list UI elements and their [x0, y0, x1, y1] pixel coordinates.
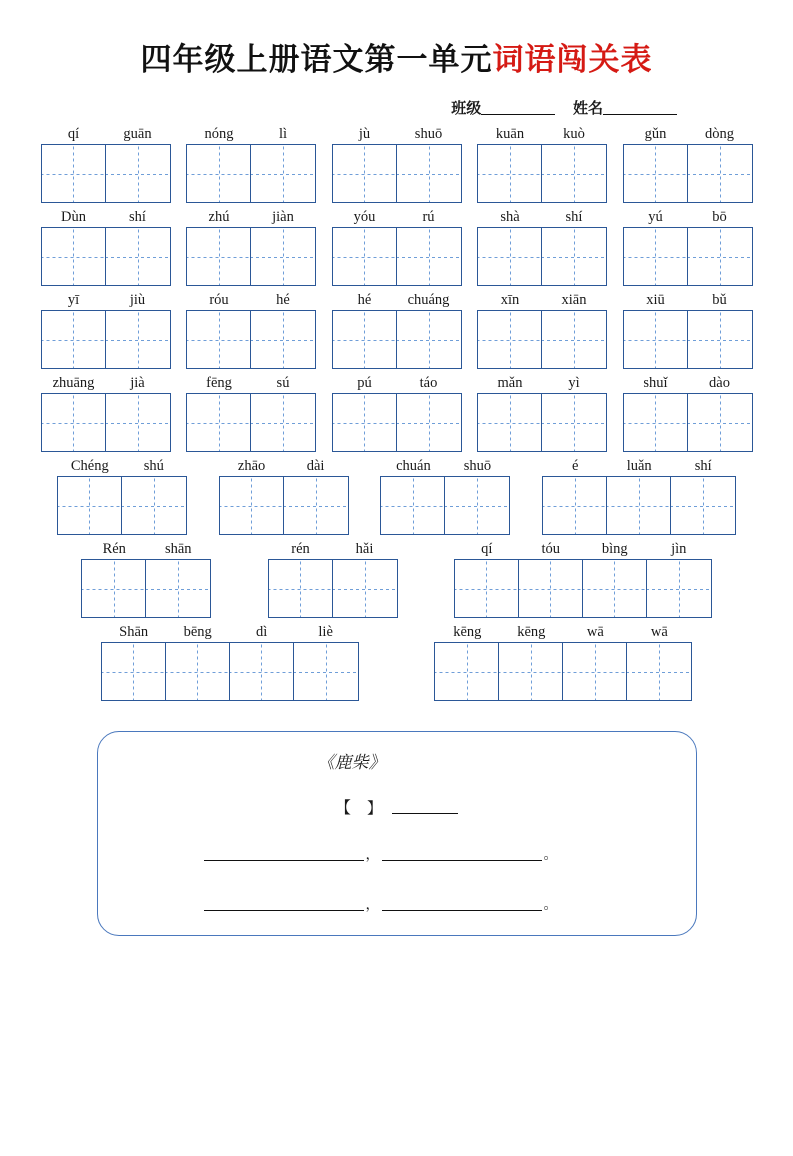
- character-cell[interactable]: [688, 394, 752, 451]
- character-cell[interactable]: [251, 228, 315, 285]
- character-cell[interactable]: [106, 145, 170, 202]
- page-title-black: 四年级上册语文第一单元: [140, 42, 493, 77]
- character-grid[interactable]: [623, 144, 753, 203]
- character-cell[interactable]: [397, 311, 461, 368]
- pinyin-line: [102, 622, 358, 642]
- poem-blank-2a[interactable]: [204, 896, 364, 911]
- word-group: [333, 373, 461, 452]
- word-group: [381, 456, 509, 535]
- worksheet-page: [0, 34, 793, 1156]
- class-blank[interactable]: [481, 99, 555, 115]
- pinyin-line: [478, 290, 606, 310]
- pinyin-syllable: guān: [123, 126, 152, 142]
- pinyin-syllable: fēng: [206, 375, 232, 391]
- word-group: [435, 622, 691, 701]
- pinyin-syllable: wā: [586, 624, 604, 640]
- character-grid[interactable]: [57, 476, 187, 535]
- poem-line-1: [204, 844, 696, 864]
- character-cell[interactable]: [478, 311, 542, 368]
- word-row: [24, 622, 769, 701]
- class-field[interactable]: [451, 101, 555, 117]
- character-grid[interactable]: [41, 227, 171, 286]
- character-cell[interactable]: [688, 145, 752, 202]
- pinyin-syllable: Chéng: [70, 458, 109, 474]
- word-group: [543, 456, 735, 535]
- poem-line-2: [204, 894, 696, 914]
- pinyin-line: [42, 290, 170, 310]
- pinyin-syllable: Shān: [119, 624, 149, 640]
- pinyin-line: [381, 456, 509, 476]
- pinyin-syllable: shà: [500, 209, 520, 225]
- character-cell[interactable]: [82, 560, 146, 617]
- pinyin-syllable: Dùn: [61, 209, 86, 225]
- word-group: [187, 124, 315, 203]
- character-cell[interactable]: [624, 145, 688, 202]
- pinyin-syllable: jià: [130, 375, 145, 391]
- class-label: 班级: [451, 101, 482, 117]
- word-group: [333, 207, 461, 286]
- character-cell[interactable]: [397, 145, 461, 202]
- pinyin-syllable: chuáng: [407, 292, 450, 308]
- pinyin-syllable: shú: [143, 458, 164, 474]
- character-cell[interactable]: [445, 477, 509, 534]
- poem-author-blank[interactable]: [392, 799, 458, 814]
- character-cell[interactable]: [519, 560, 583, 617]
- character-cell[interactable]: [333, 394, 397, 451]
- pinyin-syllable: shuō: [463, 458, 492, 474]
- word-group: [102, 622, 358, 701]
- pinyin-line: [333, 207, 461, 227]
- character-cell[interactable]: [478, 394, 542, 451]
- character-cell[interactable]: [688, 228, 752, 285]
- pinyin-syllable: tóu: [541, 541, 561, 557]
- bracket-open: 【: [334, 800, 367, 817]
- word-group: [455, 539, 711, 618]
- pinyin-line: [478, 207, 606, 227]
- pinyin-line: [624, 373, 752, 393]
- character-cell[interactable]: [251, 145, 315, 202]
- character-cell[interactable]: [671, 477, 735, 534]
- pinyin-line: [42, 124, 170, 144]
- word-group: [478, 373, 606, 452]
- character-cell[interactable]: [106, 311, 170, 368]
- character-grid[interactable]: [477, 393, 607, 452]
- character-grid[interactable]: [186, 310, 316, 369]
- pinyin-syllable: dài: [306, 458, 325, 474]
- character-cell[interactable]: [42, 311, 106, 368]
- name-blank[interactable]: [603, 99, 677, 115]
- pinyin-syllable: nóng: [204, 126, 234, 142]
- name-label: 姓名: [572, 101, 603, 117]
- character-cell[interactable]: [106, 228, 170, 285]
- pinyin-syllable: wā: [650, 624, 668, 640]
- pinyin-syllable: é: [571, 458, 579, 474]
- pinyin-syllable: liè: [318, 624, 333, 640]
- word-group: [58, 456, 186, 535]
- character-grid[interactable]: [41, 144, 171, 203]
- character-cell[interactable]: [220, 477, 284, 534]
- character-cell[interactable]: [333, 311, 397, 368]
- pinyin-syllable: shuō: [414, 126, 443, 142]
- pinyin-line: [333, 373, 461, 393]
- character-grid[interactable]: [434, 642, 692, 701]
- pinyin-syllable: kēng: [517, 624, 546, 640]
- character-grid[interactable]: [332, 310, 462, 369]
- word-row: [24, 207, 769, 286]
- character-grid[interactable]: [454, 559, 712, 618]
- pinyin-line: [187, 373, 315, 393]
- word-group: [624, 290, 752, 369]
- word-group: [220, 456, 348, 535]
- character-grid[interactable]: [219, 476, 349, 535]
- character-grid[interactable]: [623, 227, 753, 286]
- pinyin-line: [187, 207, 315, 227]
- character-grid[interactable]: [542, 476, 736, 535]
- word-group: [624, 207, 752, 286]
- pinyin-syllable: yī: [67, 292, 80, 308]
- poem-blank-1b[interactable]: [382, 846, 542, 861]
- pinyin-syllable: bō: [712, 209, 727, 225]
- character-cell[interactable]: [187, 311, 251, 368]
- character-grid[interactable]: [332, 227, 462, 286]
- character-cell[interactable]: [688, 311, 752, 368]
- pinyin-line: [269, 539, 397, 559]
- pinyin-syllable: lì: [278, 126, 288, 142]
- character-grid[interactable]: [101, 642, 359, 701]
- pinyin-syllable: bìng: [601, 541, 628, 557]
- poem-blank-1a[interactable]: [204, 846, 364, 861]
- pinyin-line: [82, 539, 210, 559]
- pinyin-syllable: zhú: [208, 209, 230, 225]
- word-group: [187, 207, 315, 286]
- pinyin-syllable: jiàn: [272, 209, 294, 225]
- pinyin-syllable: róu: [209, 292, 229, 308]
- character-grid[interactable]: [186, 144, 316, 203]
- pinyin-syllable: xīn: [500, 292, 520, 308]
- pinyin-syllable: shí: [129, 209, 146, 225]
- word-group: [42, 124, 170, 203]
- character-cell[interactable]: [542, 311, 606, 368]
- word-group: [333, 290, 461, 369]
- pinyin-syllable: shān: [164, 541, 192, 557]
- bracket-close: 】: [367, 801, 383, 817]
- word-row: [24, 456, 769, 535]
- pinyin-line: [220, 456, 348, 476]
- pinyin-syllable: dào: [709, 375, 730, 391]
- character-cell[interactable]: [563, 643, 627, 700]
- pinyin-syllable: hé: [357, 292, 372, 308]
- character-cell[interactable]: [397, 228, 461, 285]
- pinyin-line: [42, 207, 170, 227]
- word-group: [478, 290, 606, 369]
- pinyin-line: [333, 124, 461, 144]
- poem-box: [97, 731, 697, 936]
- character-grid[interactable]: [41, 393, 171, 452]
- pinyin-syllable: jù: [358, 126, 371, 142]
- pinyin-syllable: Rén: [102, 541, 126, 557]
- character-grid[interactable]: [380, 476, 510, 535]
- pinyin-syllable: qí: [67, 126, 80, 142]
- poem-blank-2b[interactable]: [382, 896, 542, 911]
- character-cell[interactable]: [333, 560, 397, 617]
- pinyin-line: [624, 207, 752, 227]
- character-cell[interactable]: [187, 228, 251, 285]
- character-cell[interactable]: [478, 228, 542, 285]
- character-cell[interactable]: [284, 477, 348, 534]
- word-group: [624, 124, 752, 203]
- pinyin-line: [58, 456, 186, 476]
- character-grid[interactable]: [332, 393, 462, 452]
- character-cell[interactable]: [542, 228, 606, 285]
- character-cell[interactable]: [251, 311, 315, 368]
- pinyin-syllable: táo: [419, 375, 438, 391]
- character-cell[interactable]: [624, 228, 688, 285]
- character-cell[interactable]: [647, 560, 711, 617]
- pinyin-line: [478, 373, 606, 393]
- character-cell[interactable]: [269, 560, 333, 617]
- poem-author-row: [98, 795, 696, 818]
- character-cell[interactable]: [42, 394, 106, 451]
- pinyin-syllable: dòng: [705, 126, 734, 142]
- pinyin-syllable: mǎn: [497, 375, 523, 391]
- character-cell[interactable]: [230, 643, 294, 700]
- pinyin-syllable: shí: [565, 209, 583, 225]
- character-cell[interactable]: [187, 394, 251, 451]
- character-cell[interactable]: [42, 145, 106, 202]
- character-cell[interactable]: [58, 477, 122, 534]
- pinyin-syllable: xiān: [561, 292, 587, 308]
- pinyin-syllable: dì: [256, 624, 268, 640]
- pinyin-syllable: zhāo: [237, 458, 266, 474]
- pinyin-syllable: shuǐ: [643, 375, 668, 391]
- word-row: [24, 124, 769, 203]
- character-cell[interactable]: [333, 228, 397, 285]
- pinyin-syllable: shí: [694, 458, 712, 474]
- word-group: [42, 373, 170, 452]
- pinyin-syllable: jiù: [129, 292, 146, 308]
- character-cell[interactable]: [583, 560, 647, 617]
- character-grid[interactable]: [41, 310, 171, 369]
- pinyin-syllable: zhuāng: [52, 375, 95, 391]
- word-group: [478, 207, 606, 286]
- poem-title: 《鹿柴》: [317, 753, 386, 772]
- pinyin-line: [187, 124, 315, 144]
- pinyin-syllable: kēng: [453, 624, 482, 640]
- character-cell[interactable]: [624, 311, 688, 368]
- character-cell[interactable]: [624, 394, 688, 451]
- pinyin-line: [478, 124, 606, 144]
- pinyin-syllable: hé: [276, 292, 290, 308]
- character-cell[interactable]: [397, 394, 461, 451]
- word-group: [624, 373, 752, 452]
- word-group: [333, 124, 461, 203]
- pinyin-syllable: xiū: [646, 292, 665, 308]
- pinyin-syllable: luǎn: [626, 458, 652, 474]
- pinyin-syllable: pú: [357, 375, 372, 391]
- poem-answer-lines: [98, 844, 696, 914]
- word-grid-sheet: [24, 124, 769, 701]
- pinyin-syllable: rú: [422, 209, 435, 225]
- pinyin-syllable: rén: [291, 541, 310, 557]
- character-grid[interactable]: [186, 393, 316, 452]
- character-cell[interactable]: [102, 643, 166, 700]
- word-row: [24, 290, 769, 369]
- student-info-line: [24, 97, 769, 118]
- pinyin-syllable: sú: [276, 375, 290, 391]
- character-cell[interactable]: [122, 477, 186, 534]
- pinyin-syllable: bǔ: [712, 292, 727, 308]
- pinyin-line: [333, 290, 461, 310]
- character-grid[interactable]: [623, 393, 753, 452]
- word-group: [269, 539, 397, 618]
- pinyin-line: [42, 373, 170, 393]
- poem-line-1-period: 。: [543, 848, 558, 863]
- pinyin-syllable: kuò: [563, 126, 585, 142]
- character-cell[interactable]: [499, 643, 563, 700]
- page-title: [24, 34, 769, 79]
- word-group: [82, 539, 210, 618]
- character-cell[interactable]: [42, 228, 106, 285]
- word-row: [24, 373, 769, 452]
- name-field[interactable]: [573, 101, 677, 117]
- character-cell[interactable]: [166, 643, 230, 700]
- word-group: [42, 290, 170, 369]
- character-grid[interactable]: [268, 559, 398, 618]
- pinyin-line: [543, 456, 735, 476]
- word-group: [478, 124, 606, 203]
- pinyin-syllable: yì: [568, 375, 580, 391]
- character-cell[interactable]: [435, 643, 499, 700]
- pinyin-syllable: chuán: [396, 458, 431, 474]
- character-cell[interactable]: [627, 643, 691, 700]
- word-group: [187, 290, 315, 369]
- character-grid[interactable]: [186, 227, 316, 286]
- pinyin-line: [187, 290, 315, 310]
- pinyin-line: [455, 539, 711, 559]
- word-group: [187, 373, 315, 452]
- character-cell[interactable]: [294, 643, 358, 700]
- pinyin-syllable: bēng: [183, 624, 212, 640]
- character-cell[interactable]: [333, 145, 397, 202]
- pinyin-syllable: yú: [648, 209, 663, 225]
- character-cell[interactable]: [455, 560, 519, 617]
- word-row: [24, 539, 769, 618]
- character-cell[interactable]: [251, 394, 315, 451]
- poem-line-2-comma: ，: [365, 898, 380, 913]
- character-grid[interactable]: [477, 227, 607, 286]
- character-cell[interactable]: [146, 560, 210, 617]
- pinyin-line: [624, 124, 752, 144]
- pinyin-line: [624, 290, 752, 310]
- character-cell[interactable]: [607, 477, 671, 534]
- pinyin-line: [435, 622, 691, 642]
- character-grid[interactable]: [623, 310, 753, 369]
- character-cell[interactable]: [381, 477, 445, 534]
- poem-line-1-comma: ，: [365, 848, 380, 863]
- character-grid[interactable]: [81, 559, 211, 618]
- pinyin-syllable: jìn: [671, 541, 687, 557]
- page-title-red: 词语闯关表: [492, 42, 653, 77]
- pinyin-syllable: qí: [481, 541, 493, 557]
- character-grid[interactable]: [332, 144, 462, 203]
- character-cell[interactable]: [478, 145, 542, 202]
- pinyin-syllable: kuān: [495, 126, 525, 142]
- character-cell[interactable]: [187, 145, 251, 202]
- character-cell[interactable]: [542, 145, 606, 202]
- pinyin-syllable: yóu: [353, 209, 376, 225]
- character-grid[interactable]: [477, 310, 607, 369]
- pinyin-syllable: gǔn: [644, 126, 667, 142]
- character-cell[interactable]: [106, 394, 170, 451]
- character-cell[interactable]: [543, 477, 607, 534]
- character-cell[interactable]: [542, 394, 606, 451]
- pinyin-syllable: hǎi: [355, 541, 374, 557]
- character-grid[interactable]: [477, 144, 607, 203]
- poem-line-2-period: 。: [543, 898, 558, 913]
- word-group: [42, 207, 170, 286]
